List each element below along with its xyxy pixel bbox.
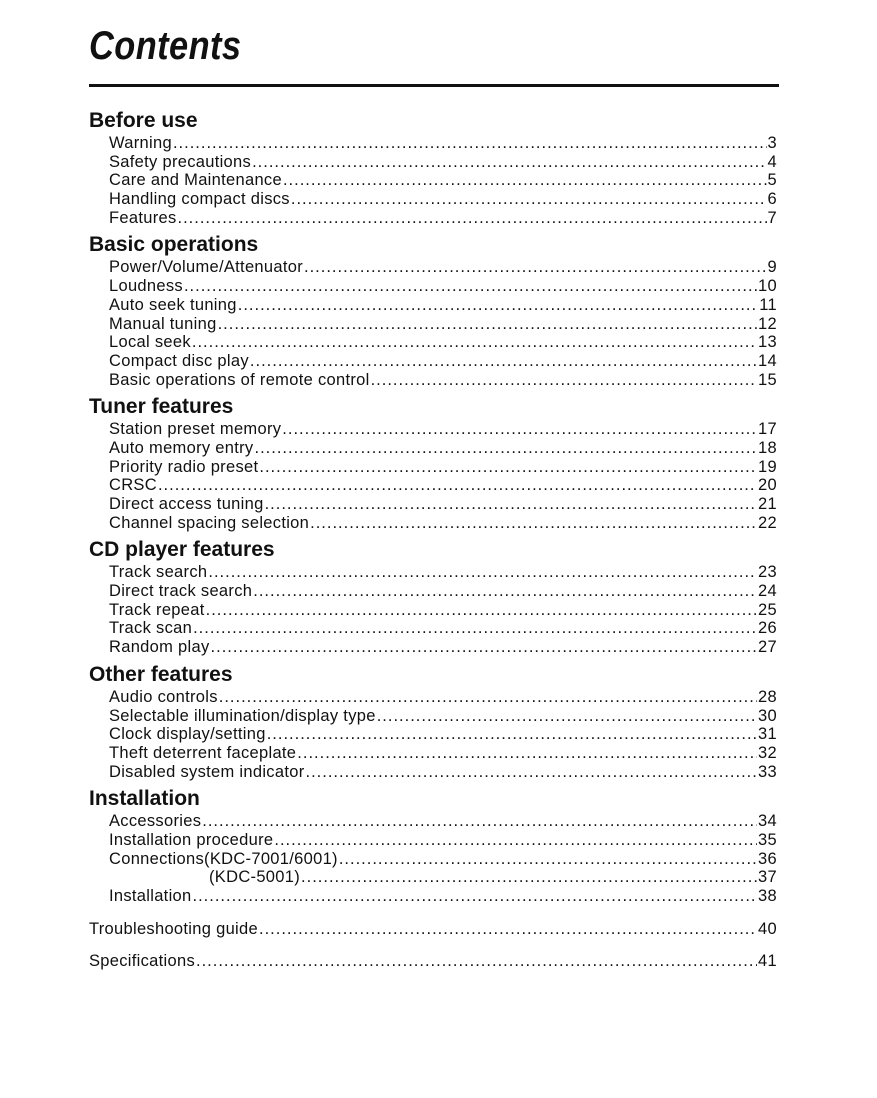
entry-label: Audio controls: [109, 687, 218, 706]
leader-dots: [282, 420, 757, 439]
toc-entry: [89, 619, 777, 638]
toc-entry: [89, 420, 777, 439]
entry-label: Basic operations of remote control: [109, 370, 370, 389]
leader-dots: [252, 153, 766, 172]
section-cd-player-features: [89, 537, 777, 656]
section-heading: Basic operations: [89, 233, 259, 257]
title-divider: [89, 84, 779, 87]
leader-dots: [265, 495, 757, 514]
toc-entry: [89, 887, 777, 906]
leader-dots: [339, 850, 757, 869]
leader-dots: [377, 707, 757, 726]
leader-dots: [283, 171, 767, 190]
entry-page: 27: [758, 638, 777, 657]
leader-dots: [259, 918, 757, 940]
toc-entry: [89, 831, 777, 850]
entry-page: 41: [758, 951, 777, 970]
toc-entry: [89, 707, 777, 726]
entry-label: Troubleshooting guide: [89, 919, 258, 938]
leader-dots: [173, 134, 767, 153]
toc-entry: [89, 495, 777, 514]
section-heading: CD player features: [89, 538, 275, 562]
entry-page: 33: [758, 762, 777, 781]
toc-entry: [89, 190, 777, 209]
entry-label: Selectable illumination/display type: [109, 706, 376, 725]
entry-page: 36: [758, 849, 777, 868]
leader-dots: [196, 950, 757, 972]
toc-entry: [89, 601, 777, 620]
entry-label: Loudness: [109, 277, 183, 296]
leader-dots: [238, 296, 759, 315]
entry-label: Channel spacing selection: [109, 513, 310, 532]
leader-dots: [371, 371, 757, 390]
leader-dots: [211, 638, 758, 657]
leader-dots: [306, 763, 758, 782]
entry-page: 9: [767, 258, 777, 277]
toc-entry: [89, 296, 777, 315]
page-title: Contents: [89, 24, 242, 68]
toc-entry: [89, 850, 777, 869]
entry-label: Track repeat: [109, 600, 205, 619]
entry-label: Auto memory entry: [109, 438, 254, 457]
entry-page: 40: [758, 919, 777, 938]
entry-page: 19: [758, 457, 777, 476]
entry-label: Track scan: [109, 619, 193, 638]
entry-page: 15: [758, 370, 777, 389]
leader-dots: [202, 812, 757, 831]
entry-page: 12: [758, 314, 777, 333]
section-other-features: [89, 662, 777, 781]
leader-dots: [301, 868, 757, 887]
entry-page: 37: [758, 868, 777, 887]
entry-label: Theft deterrent faceplate: [109, 743, 297, 762]
leader-dots: [297, 744, 757, 763]
leader-dots: [291, 190, 767, 209]
entry-page: 25: [758, 600, 777, 619]
section-basic-operations: [89, 232, 777, 389]
entry-page: 24: [758, 582, 777, 601]
section-heading: Installation: [89, 787, 200, 811]
entry-page: 34: [758, 812, 777, 831]
toc-entry: [89, 638, 777, 657]
leader-dots: [219, 688, 757, 707]
leader-dots: [304, 258, 767, 277]
entry-page: 4: [767, 152, 777, 171]
toc-entry: [89, 153, 777, 172]
toc-entry: [89, 812, 777, 831]
entry-page: 21: [758, 495, 777, 513]
section-installation: [89, 786, 777, 905]
toc-entry: [89, 582, 777, 601]
toc-entry: [89, 277, 777, 296]
entry-label: Manual tuning: [109, 314, 217, 333]
toc-entry: [89, 514, 777, 533]
entry-label: Random play: [109, 638, 210, 657]
section-heading: Other features: [89, 662, 233, 686]
toc-entry: [89, 134, 777, 153]
toc-entry: [89, 458, 777, 477]
entry-page: 28: [758, 687, 777, 706]
entry-label: Handling compact discs: [109, 190, 290, 209]
leader-dots: [218, 315, 757, 334]
entry-page: 20: [758, 476, 777, 495]
entry-page: 10: [758, 277, 777, 296]
toc-entry: [89, 868, 777, 887]
entry-label: Local seek: [109, 333, 191, 352]
leader-dots: [158, 476, 757, 495]
entry-label: Features: [109, 208, 177, 227]
leader-dots: [178, 209, 767, 228]
entry-label: Disabled system indicator: [109, 762, 305, 781]
leader-dots: [310, 514, 757, 533]
leader-dots: [192, 333, 757, 352]
toc-entry: [89, 258, 777, 277]
entry-page: 5: [767, 171, 777, 190]
toc-entry: [89, 352, 777, 371]
entry-label: Specifications: [89, 951, 196, 970]
leader-dots: [192, 887, 757, 906]
entry-label: Installation procedure: [109, 830, 274, 849]
section-heading: Before use: [89, 109, 198, 132]
entry-page: 14: [758, 351, 777, 370]
entry-page: 31: [758, 725, 777, 744]
entry-page: 35: [758, 830, 777, 849]
entry-page: 22: [758, 513, 777, 532]
entry-label: Station preset memory: [109, 420, 282, 439]
entry-label: Warning: [109, 134, 172, 152]
entry-label: Installation: [109, 887, 192, 905]
leader-dots: [193, 619, 757, 638]
entry-page: 7: [767, 208, 777, 227]
toc-entry: [89, 563, 777, 582]
entry-label: (KDC-5001): [209, 868, 301, 887]
table-of-contents: [89, 108, 777, 972]
section-tuner-features: [89, 394, 777, 532]
entry-label: Priority radio preset: [109, 457, 259, 476]
toc-entry: [89, 371, 777, 390]
section-heading: Tuner features: [89, 395, 234, 419]
toc-entry: [89, 725, 777, 744]
toc-entry: [89, 333, 777, 352]
toc-entry: [89, 744, 777, 763]
leader-dots: [208, 563, 757, 582]
entry-page: 13: [758, 333, 777, 352]
leader-dots: [274, 831, 757, 850]
leader-dots: [267, 725, 757, 744]
entry-label: Direct access tuning: [109, 495, 264, 513]
leader-dots: [250, 352, 757, 371]
leader-dots: [184, 277, 757, 296]
entry-page: 38: [758, 887, 777, 905]
toc-entry-specifications: [89, 950, 777, 972]
entry-label: Care and Maintenance: [109, 171, 282, 190]
entry-label: Direct track search: [109, 582, 253, 601]
toc-entry-troubleshooting: [89, 918, 777, 940]
leader-dots: [254, 439, 757, 458]
toc-entry: [89, 439, 777, 458]
entry-label: CRSC: [109, 476, 157, 495]
toc-entry: [89, 171, 777, 190]
leader-dots: [253, 582, 757, 601]
entry-label: Compact disc play: [109, 351, 249, 370]
entry-page: 26: [758, 619, 777, 638]
toc-entry: [89, 209, 777, 228]
entry-page: 23: [758, 563, 777, 582]
toc-entry: [89, 688, 777, 707]
entry-page: 3: [767, 134, 777, 152]
entry-label: Power/Volume/Attenuator: [109, 258, 304, 277]
entry-page: 30: [758, 706, 777, 725]
toc-entry: [89, 763, 777, 782]
toc-entry: [89, 476, 777, 495]
entry-label: Track search: [109, 563, 208, 582]
entry-page: 18: [758, 438, 777, 457]
entry-label: Clock display/setting: [109, 725, 266, 744]
entry-label: Auto seek tuning: [109, 295, 237, 314]
entry-page: 32: [758, 743, 777, 762]
toc-entry: [89, 315, 777, 334]
entry-page: 11: [759, 295, 777, 314]
entry-page: 17: [758, 420, 777, 439]
leader-dots: [259, 458, 757, 477]
entry-page: 6: [767, 190, 777, 209]
entry-label: Connections(KDC-7001/6001): [109, 849, 338, 868]
section-before-use: [89, 108, 777, 227]
entry-label: Accessories: [109, 812, 202, 831]
entry-label: Safety precautions: [109, 152, 252, 171]
leader-dots: [206, 601, 757, 620]
